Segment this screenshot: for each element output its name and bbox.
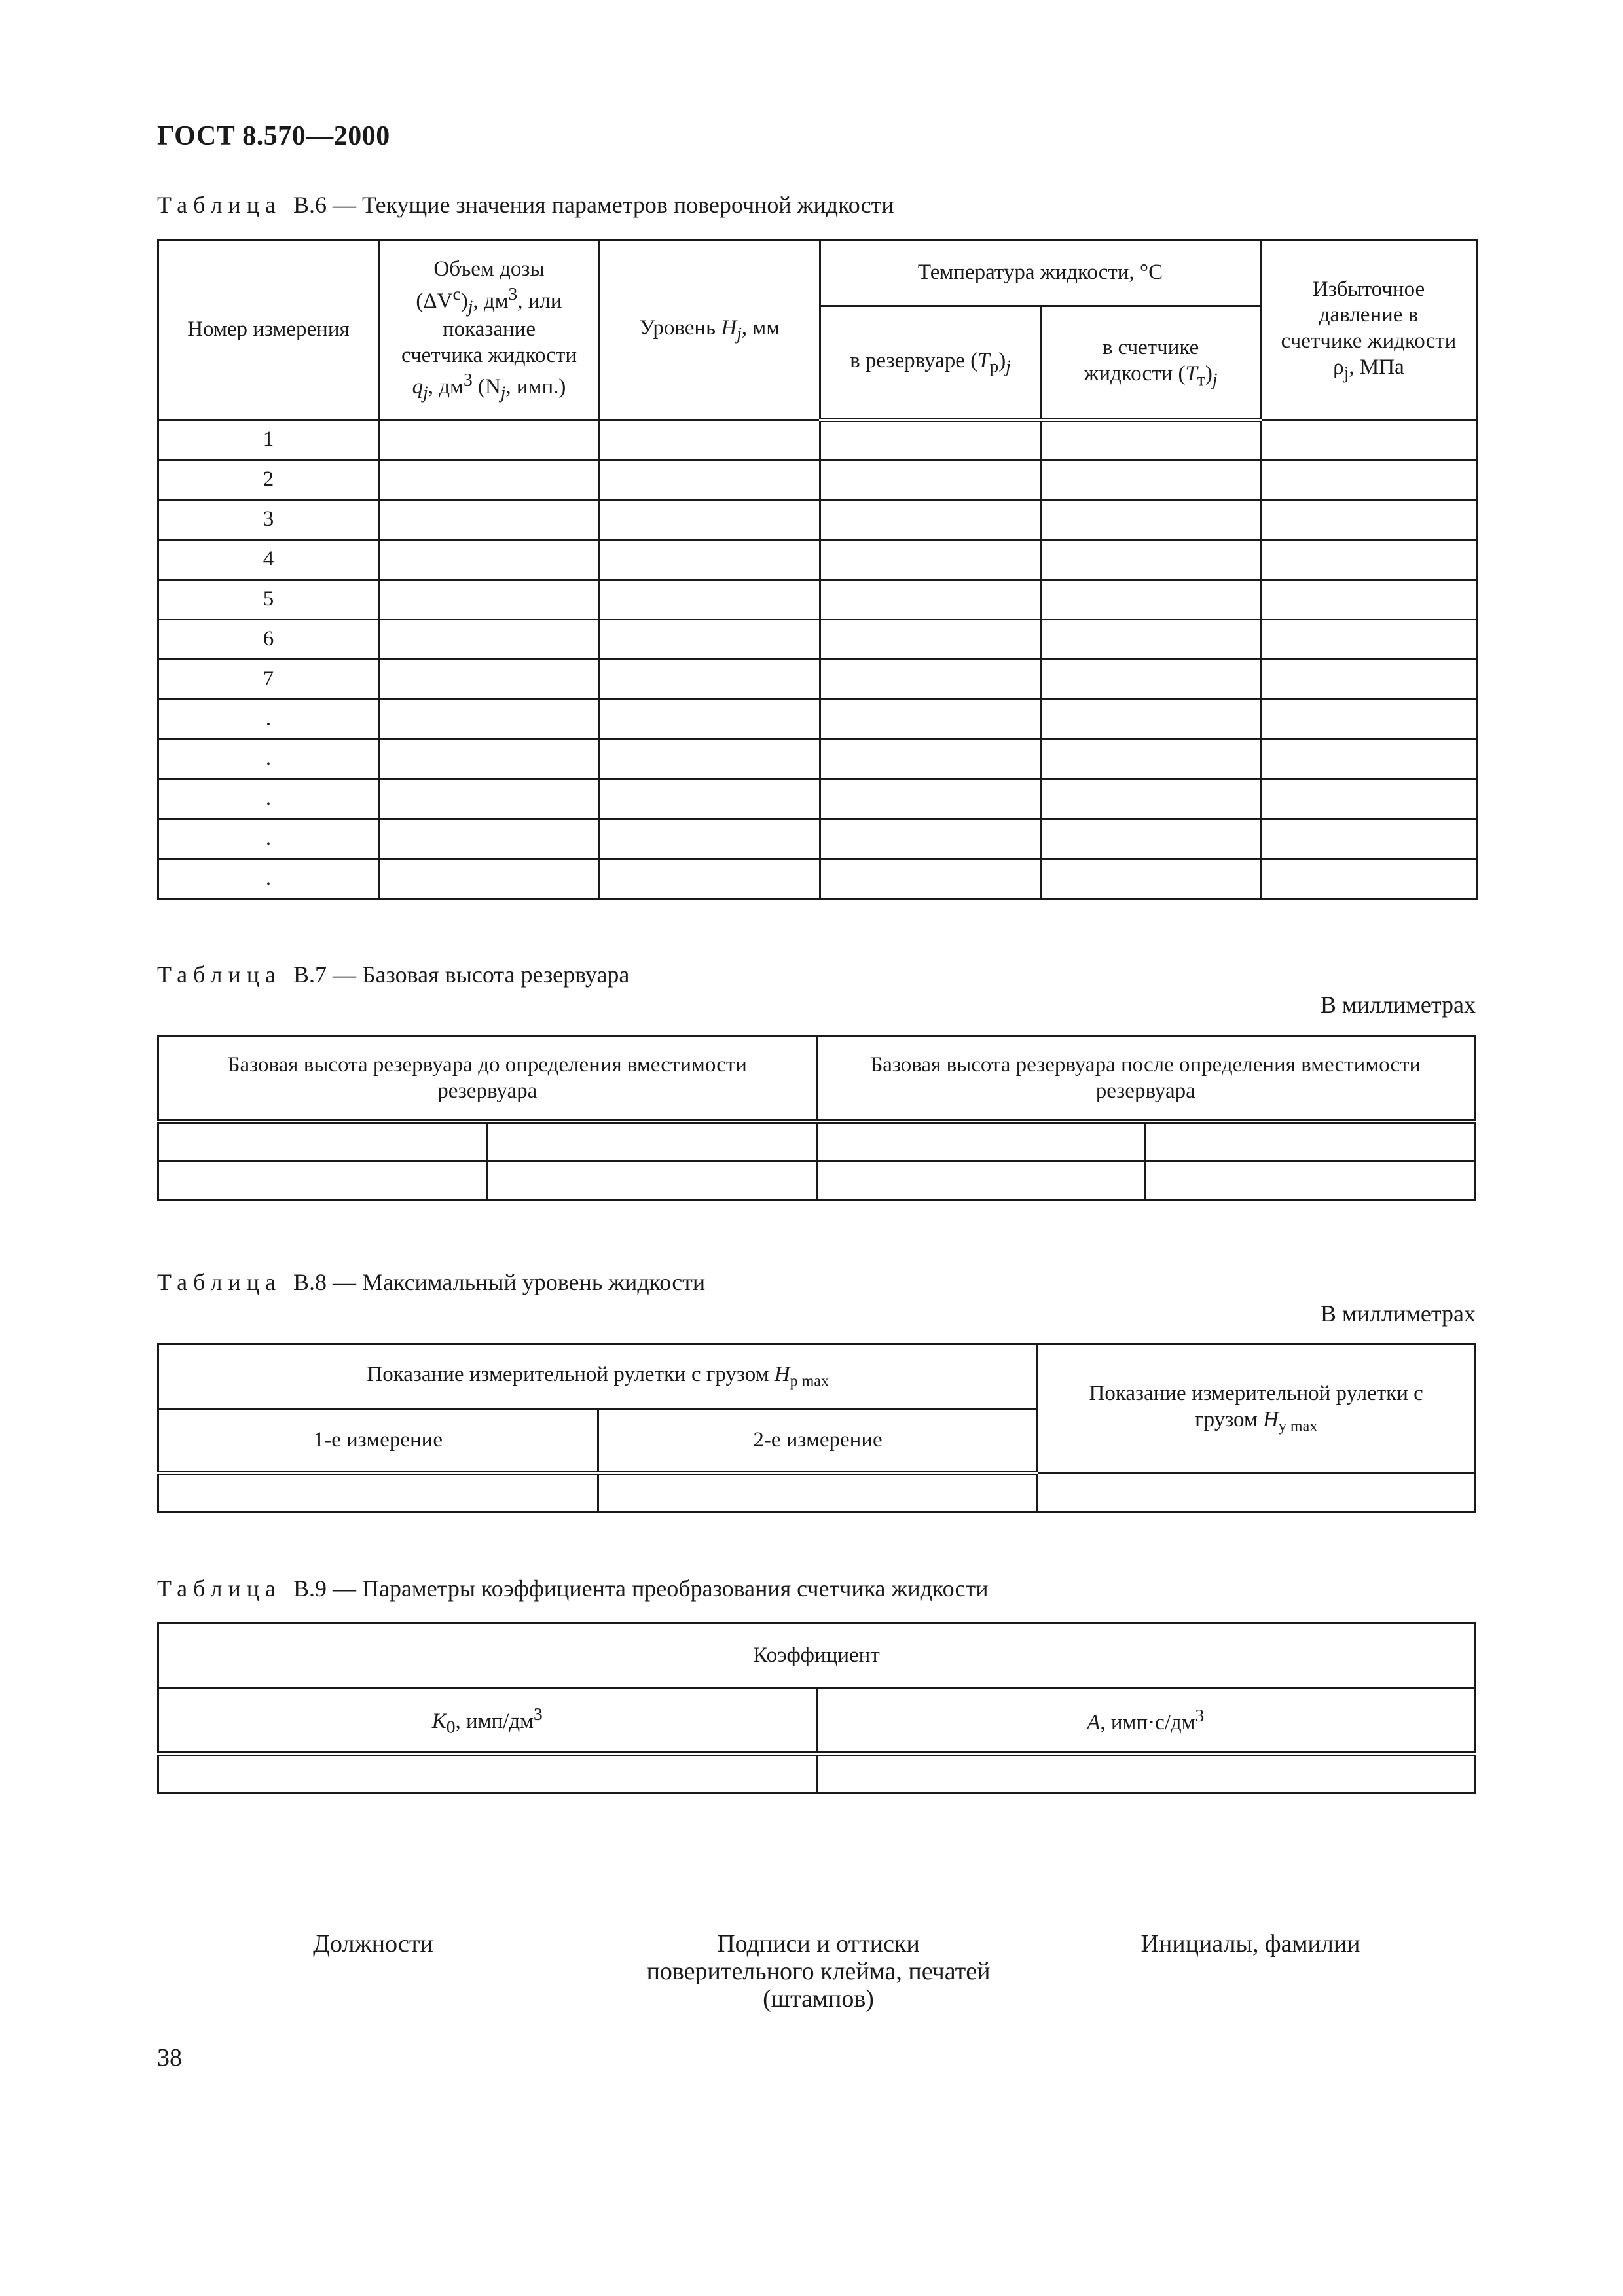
table-cell — [379, 859, 600, 899]
row-number-cell: 4 — [158, 540, 379, 580]
table-cell — [1041, 740, 1261, 780]
table-row — [158, 1161, 1475, 1200]
row-number-cell: 6 — [158, 620, 379, 660]
table-cell — [820, 700, 1041, 740]
table-cell — [1038, 1473, 1475, 1513]
table-cell — [816, 1754, 1475, 1793]
table-cell — [1041, 660, 1261, 700]
table-cell — [1041, 620, 1261, 660]
table-cell — [1041, 420, 1261, 460]
table-cell — [379, 540, 600, 580]
caption-text: В.7 — Базовая высота резервуара — [293, 961, 630, 988]
table-cell — [379, 660, 600, 700]
header-temp-meter: в счетчике жидкости $(T_т)_j$ — [1041, 306, 1261, 420]
table-row — [158, 819, 1477, 859]
table-cell — [600, 780, 820, 819]
table-cell — [1261, 500, 1477, 540]
signature-names: Инициалы, фамилии — [1140, 1930, 1360, 1958]
table-cell — [600, 620, 820, 660]
row-number-cell: . — [158, 859, 379, 899]
row-number-cell: 5 — [158, 580, 379, 620]
caption-text: В.9 — Параметры коэффициента преобразования счетчика жидкости — [293, 1575, 989, 1602]
signature-positions: Должности — [313, 1930, 433, 1958]
row-number-cell: . — [158, 819, 379, 859]
table-cell — [1261, 460, 1477, 500]
table-cell — [1261, 700, 1477, 740]
table-cell — [598, 1473, 1038, 1513]
header-level: Уровень $H_j$, мм — [600, 240, 820, 420]
header-k0: $K_0$, имп/$дм^3$ — [158, 1689, 817, 1754]
table-cell — [487, 1122, 816, 1161]
table-cell — [1041, 859, 1261, 899]
table-cell — [820, 460, 1041, 500]
table-cell — [1041, 780, 1261, 819]
caption-text: В.6 — Текущие значения параметров поверочной жидкости — [293, 192, 894, 218]
table-b8-units: В миллиметрах — [1320, 1300, 1476, 1327]
table-cell — [600, 819, 820, 859]
table-cell — [600, 740, 820, 780]
table-b6-body — [158, 420, 1477, 899]
table-row — [158, 620, 1477, 660]
row-number-cell: 7 — [158, 660, 379, 700]
row-number-cell: 3 — [158, 500, 379, 540]
table-cell — [487, 1161, 816, 1200]
table-cell — [1261, 819, 1477, 859]
table-b6 — [157, 239, 1478, 900]
table-cell — [379, 819, 600, 859]
table-cell — [600, 500, 820, 540]
table-row — [158, 540, 1477, 580]
table-cell — [820, 740, 1041, 780]
header-pressure: Избыточное давление в счетчике жидкости $\rho_j$, МПа — [1261, 240, 1477, 420]
table-cell — [1261, 420, 1477, 460]
row-number-cell: . — [158, 740, 379, 780]
caption-text: В.8 — Максимальный уровень жидкости — [293, 1269, 706, 1295]
table-row — [158, 740, 1477, 780]
header-coefficient: Коэффициент — [158, 1623, 1475, 1689]
table-cell — [816, 1161, 1146, 1200]
table-cell — [1041, 540, 1261, 580]
row-number-cell: 2 — [158, 460, 379, 500]
table-cell — [1261, 660, 1477, 700]
table-cell — [379, 700, 600, 740]
table-cell — [1041, 580, 1261, 620]
header-measurement-number: Номер измерения — [158, 240, 379, 420]
table-cell — [379, 620, 600, 660]
table-row — [158, 1122, 1475, 1161]
caption-word: Таблица — [157, 961, 282, 988]
caption-word: Таблица — [157, 1269, 282, 1295]
table-b6-caption — [157, 191, 894, 219]
table-row — [158, 1473, 1475, 1513]
table-cell — [820, 780, 1041, 819]
table-row — [158, 1754, 1475, 1793]
table-cell — [1261, 859, 1477, 899]
header-measurement-1: 1-е измерение — [158, 1410, 598, 1473]
table-b9-caption — [157, 1575, 989, 1602]
table-row — [158, 500, 1477, 540]
table-cell — [820, 859, 1041, 899]
table-row — [158, 700, 1477, 740]
table-cell — [600, 420, 820, 460]
header-base-height-after: Базовая высота резервуара после определения вместимости резервуара — [816, 1037, 1475, 1122]
table-cell — [379, 460, 600, 500]
header-temp-tank: в резервуаре $(T_р)_j$ — [820, 306, 1041, 420]
table-row — [158, 780, 1477, 819]
table-cell — [600, 540, 820, 580]
caption-word: Таблица — [157, 1575, 282, 1602]
table-cell — [379, 420, 600, 460]
table-cell — [158, 1473, 598, 1513]
header-base-height-before: Базовая высота резервуара до определения вместимости резервуара — [158, 1037, 817, 1122]
header-tape-reading-y: Показание измерительной рулетки с грузом $H_{у max}$ — [1038, 1344, 1475, 1473]
table-cell — [379, 740, 600, 780]
row-number-cell: . — [158, 700, 379, 740]
table-b7-caption — [157, 961, 629, 988]
table-cell — [820, 580, 1041, 620]
table-cell — [600, 460, 820, 500]
table-cell — [158, 1122, 488, 1161]
table-cell — [1261, 780, 1477, 819]
table-cell — [379, 780, 600, 819]
signature-stamps: Подписи и оттиски поверительного клейма, печатей (штампов) — [646, 1930, 991, 2013]
header-tape-reading-p: Показание измерительной рулетки с грузом $H_{р max}$ — [158, 1344, 1038, 1410]
table-cell — [1261, 740, 1477, 780]
table-row — [158, 420, 1477, 460]
table-cell — [1261, 540, 1477, 580]
table-cell — [379, 500, 600, 540]
table-cell — [820, 819, 1041, 859]
table-cell — [820, 660, 1041, 700]
table-cell — [158, 1161, 488, 1200]
header-a: A, $имп\cdot с/дм^3$ — [816, 1689, 1475, 1754]
page-number: 38 — [157, 2044, 182, 2072]
table-b7 — [157, 1035, 1476, 1201]
caption-word: Таблица — [157, 192, 282, 218]
table-cell — [820, 500, 1041, 540]
table-row — [158, 460, 1477, 500]
table-cell — [1146, 1122, 1475, 1161]
table-cell — [820, 620, 1041, 660]
table-cell — [600, 580, 820, 620]
document-title: ГОСТ 8.570—2000 — [157, 121, 390, 151]
table-cell — [379, 580, 600, 620]
table-row — [158, 859, 1477, 899]
table-b8 — [157, 1343, 1476, 1513]
table-cell — [1041, 700, 1261, 740]
table-cell — [820, 420, 1041, 460]
table-row — [158, 580, 1477, 620]
header-dose-volume: Объем дозы $(\Delta V^c)_j$, $дм^3$, или показание счетчика жидкости $q_j$, $дм^3$ ($N_j$, имп.) — [379, 240, 600, 420]
table-b8-caption — [157, 1268, 705, 1296]
table-cell — [600, 700, 820, 740]
table-b9 — [157, 1622, 1476, 1794]
row-number-cell: 1 — [158, 420, 379, 460]
table-cell — [1041, 500, 1261, 540]
row-number-cell: . — [158, 780, 379, 819]
table-cell — [600, 859, 820, 899]
table-cell — [1261, 580, 1477, 620]
table-cell — [1041, 460, 1261, 500]
table-cell — [1041, 819, 1261, 859]
table-row — [158, 660, 1477, 700]
table-cell — [1261, 620, 1477, 660]
table-cell — [816, 1122, 1146, 1161]
table-cell — [820, 540, 1041, 580]
table-cell — [158, 1754, 817, 1793]
table-b7-units: В миллиметрах — [1320, 992, 1476, 1018]
header-temperature: Температура жидкости, °С — [820, 240, 1261, 306]
table-cell — [600, 660, 820, 700]
table-cell — [1146, 1161, 1475, 1200]
header-measurement-2: 2-е измерение — [598, 1410, 1038, 1473]
